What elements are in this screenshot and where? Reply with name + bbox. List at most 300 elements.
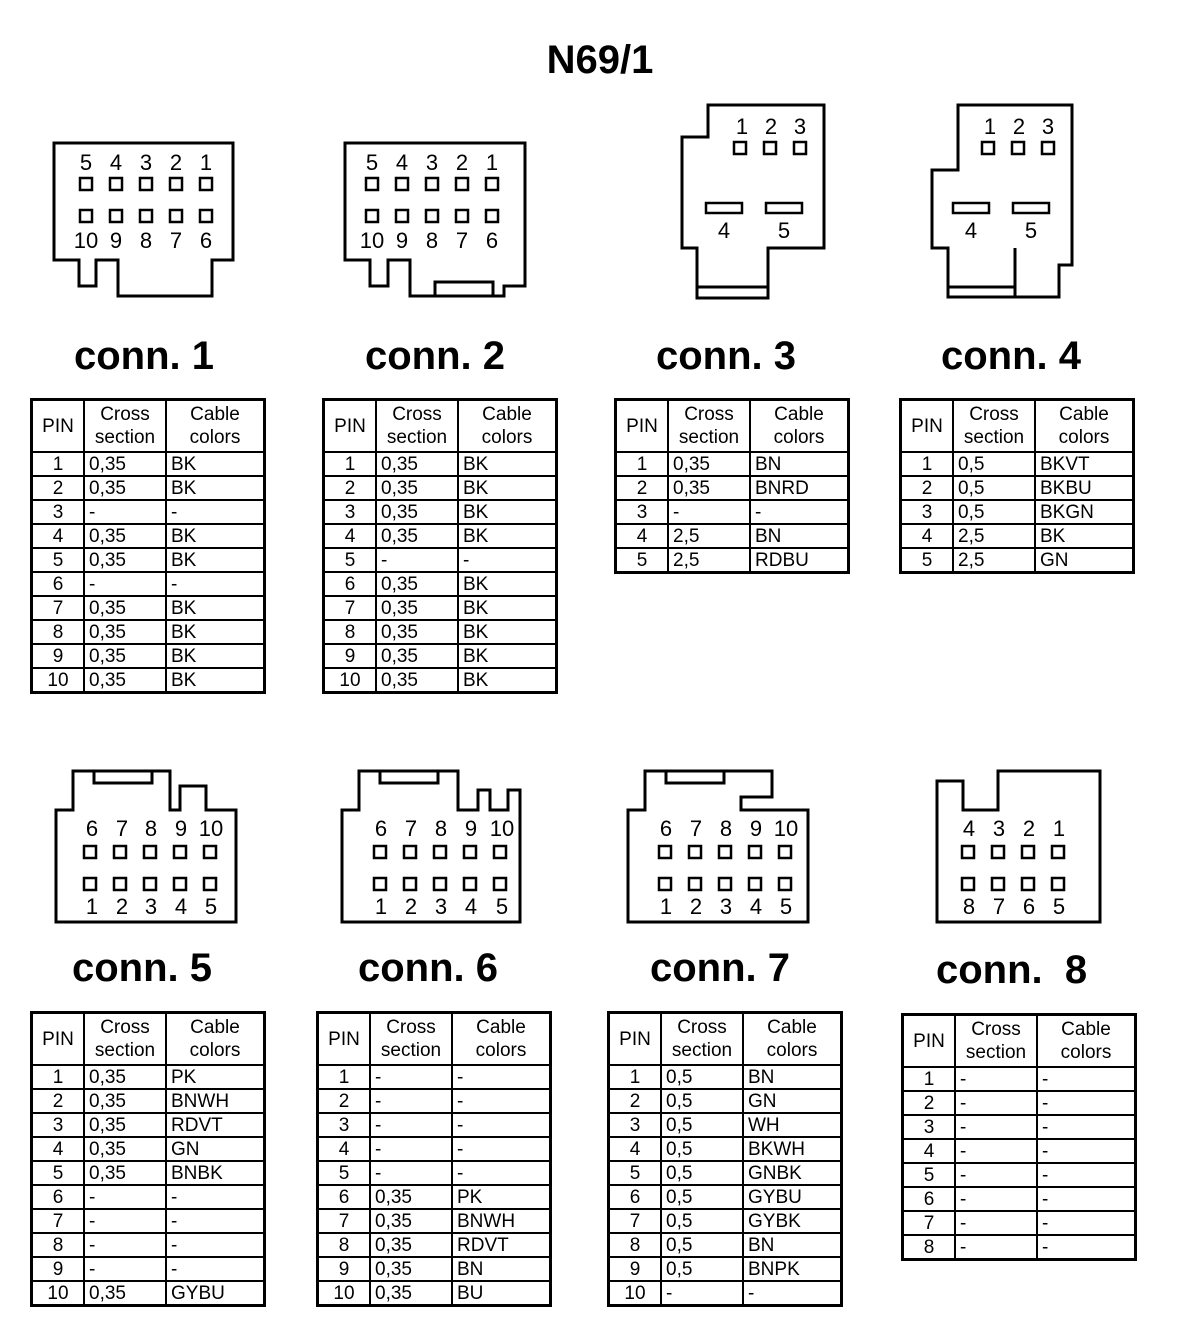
pin-label: 3 xyxy=(719,894,733,919)
cable-colors-header: Cable colors xyxy=(458,400,557,453)
pin-number: 5 xyxy=(32,548,85,572)
cross-section-value: 0,35 xyxy=(668,452,750,476)
pin-table xyxy=(30,398,266,694)
cable-color-value: BK xyxy=(458,644,557,668)
pin-label: 1 xyxy=(485,150,499,175)
table-row xyxy=(32,1137,265,1161)
cable-colors-header: Cable colors xyxy=(1037,1015,1136,1068)
pin-number: 1 xyxy=(903,1067,956,1091)
pin-label: 8 xyxy=(139,228,153,253)
pin-number: 3 xyxy=(901,500,954,524)
cable-color-value: GN xyxy=(1035,548,1134,573)
cross-section-value: - xyxy=(84,572,166,596)
cable-color-value: - xyxy=(1037,1187,1136,1211)
table-row xyxy=(609,1233,842,1257)
cross-section-value: 0,35 xyxy=(84,1089,166,1113)
cross-section-value: - xyxy=(955,1115,1037,1139)
pin-label: 9 xyxy=(395,228,409,253)
pin-number: 3 xyxy=(324,500,377,524)
table-row xyxy=(324,596,557,620)
cross-section-value: 0,35 xyxy=(84,1065,166,1089)
pin-number: 2 xyxy=(901,476,954,500)
table-row xyxy=(324,668,557,693)
cable-color-value: GYBK xyxy=(743,1209,842,1233)
cross-section-value: - xyxy=(370,1089,452,1113)
pin-label: 6 xyxy=(199,228,213,253)
page-title: N69/1 xyxy=(546,38,654,82)
pin-label: 9 xyxy=(749,816,763,841)
cross-section-value: - xyxy=(84,1185,166,1209)
pin-number: 2 xyxy=(609,1089,662,1113)
cable-color-value: BK xyxy=(166,620,265,644)
cross-section-value: 0,5 xyxy=(661,1209,743,1233)
cable-color-value: BKWH xyxy=(743,1137,842,1161)
pin-label: 1 xyxy=(374,894,388,919)
pin-label: 4 xyxy=(964,218,978,243)
pin-label: 7 xyxy=(455,228,469,253)
table-row xyxy=(609,1065,842,1089)
pin-number: 5 xyxy=(901,548,954,573)
cable-color-value: - xyxy=(452,1089,551,1113)
pin-table xyxy=(316,1011,552,1307)
pin-number: 9 xyxy=(32,1257,85,1281)
pin-header: PIN xyxy=(324,400,377,453)
connector-5-label: conn. 5 xyxy=(72,946,213,990)
cross-section-value: 0,35 xyxy=(376,476,458,500)
cable-colors-header: Cable colors xyxy=(452,1013,551,1066)
cable-color-value: WH xyxy=(743,1113,842,1137)
pin-number: 5 xyxy=(903,1163,956,1187)
pin-number: 2 xyxy=(324,476,377,500)
pin-table xyxy=(322,398,558,694)
pin-label: 10 xyxy=(773,816,799,841)
pin-header: PIN xyxy=(903,1015,956,1068)
cable-color-value: - xyxy=(166,1257,265,1281)
pin-number: 1 xyxy=(901,452,954,476)
pin-label: 4 xyxy=(717,218,731,243)
cross-section-value: 0,35 xyxy=(84,1113,166,1137)
pin-number: 10 xyxy=(32,1281,85,1306)
cable-color-value: PK xyxy=(166,1065,265,1089)
table-row xyxy=(32,572,265,596)
cable-colors-header: Cable colors xyxy=(166,400,265,453)
cross-section-value: 0,35 xyxy=(376,620,458,644)
pin-label: 2 xyxy=(1012,114,1026,139)
cross-section-header: Cross section xyxy=(84,1013,166,1066)
cable-color-value: BK xyxy=(166,548,265,572)
cross-section-value: - xyxy=(370,1137,452,1161)
cable-color-value: BU xyxy=(452,1281,551,1306)
pin-label: 7 xyxy=(992,894,1006,919)
cross-section-value: - xyxy=(376,548,458,572)
cable-color-value: RDVT xyxy=(166,1113,265,1137)
table-row xyxy=(609,1161,842,1185)
cross-section-value: 2,5 xyxy=(953,548,1035,573)
pin-label: 6 xyxy=(374,816,388,841)
pin-number: 5 xyxy=(318,1161,371,1185)
pin-number: 4 xyxy=(901,524,954,548)
pin-label: 1 xyxy=(85,894,99,919)
cross-section-value: 0,35 xyxy=(376,596,458,620)
pin-label: 7 xyxy=(404,816,418,841)
table-row xyxy=(318,1281,551,1306)
pin-label: 3 xyxy=(144,894,158,919)
pin-number: 10 xyxy=(609,1281,662,1306)
table-row xyxy=(616,500,849,524)
pin-label: 5 xyxy=(779,894,793,919)
pin-label: 3 xyxy=(434,894,448,919)
cable-color-value: BK xyxy=(458,620,557,644)
table-row xyxy=(32,452,265,476)
cable-color-value: BKGN xyxy=(1035,500,1134,524)
cable-color-value: BK xyxy=(458,596,557,620)
cable-color-value: GYBU xyxy=(166,1281,265,1306)
table-row xyxy=(32,1161,265,1185)
pin-number: 3 xyxy=(32,1113,85,1137)
pin-label: 9 xyxy=(109,228,123,253)
pin-number: 3 xyxy=(609,1113,662,1137)
cable-color-value: - xyxy=(1037,1091,1136,1115)
pin-number: 4 xyxy=(609,1137,662,1161)
table-row xyxy=(32,1257,265,1281)
pin-label: 9 xyxy=(464,816,478,841)
table-row xyxy=(318,1209,551,1233)
table-row xyxy=(324,644,557,668)
cross-section-value: 0,35 xyxy=(84,620,166,644)
pin-number: 8 xyxy=(324,620,377,644)
pin-label: 3 xyxy=(992,816,1006,841)
cable-color-value: - xyxy=(750,500,849,524)
pin-number: 6 xyxy=(32,572,85,596)
pin-label: 3 xyxy=(139,150,153,175)
cross-section-value: 0,35 xyxy=(84,476,166,500)
cross-section-value: - xyxy=(955,1067,1037,1091)
cross-section-header: Cross section xyxy=(376,400,458,453)
pin-number: 6 xyxy=(609,1185,662,1209)
cable-color-value: BNWH xyxy=(166,1089,265,1113)
cable-color-value: - xyxy=(1037,1115,1136,1139)
pin-table xyxy=(899,398,1135,574)
cross-section-value: 0,35 xyxy=(84,644,166,668)
table-row xyxy=(32,1209,265,1233)
pin-number: 1 xyxy=(32,1065,85,1089)
cross-section-value: 0,35 xyxy=(376,500,458,524)
table-row xyxy=(324,572,557,596)
cross-section-value: 0,35 xyxy=(668,476,750,500)
cable-color-value: - xyxy=(458,548,557,572)
table-row xyxy=(901,524,1134,548)
table-row xyxy=(616,452,849,476)
cross-section-value: - xyxy=(84,1209,166,1233)
table-row xyxy=(903,1187,1136,1211)
pin-number: 2 xyxy=(318,1089,371,1113)
cable-color-value: BN xyxy=(750,524,849,548)
pin-label: 8 xyxy=(144,816,158,841)
pin-header: PIN xyxy=(616,400,669,453)
cable-color-value: BK xyxy=(166,476,265,500)
cable-color-value: GN xyxy=(166,1137,265,1161)
cable-color-value: - xyxy=(1037,1067,1136,1091)
cross-section-value: 0,5 xyxy=(661,1113,743,1137)
pin-number: 6 xyxy=(903,1187,956,1211)
cross-section-value: - xyxy=(370,1065,452,1089)
cable-color-value: BK xyxy=(166,668,265,693)
connector-8-label: conn. 8 xyxy=(936,948,1088,992)
cross-section-value: - xyxy=(955,1235,1037,1260)
table-row xyxy=(616,524,849,548)
pin-label: 2 xyxy=(169,150,183,175)
cable-color-value: BK xyxy=(458,572,557,596)
pin-label: 3 xyxy=(793,114,807,139)
pin-number: 7 xyxy=(32,1209,85,1233)
pin-number: 3 xyxy=(318,1113,371,1137)
connector-6-label: conn. 6 xyxy=(358,946,499,990)
pin-label: 8 xyxy=(719,816,733,841)
pin-number: 7 xyxy=(903,1211,956,1235)
table-row xyxy=(32,620,265,644)
pin-label: 2 xyxy=(689,894,703,919)
pin-number: 1 xyxy=(318,1065,371,1089)
table-row xyxy=(324,500,557,524)
pin-label: 3 xyxy=(425,150,439,175)
table-row xyxy=(32,1185,265,1209)
pin-label: 6 xyxy=(1022,894,1036,919)
cross-section-value: - xyxy=(370,1113,452,1137)
cross-section-value: 0,35 xyxy=(376,524,458,548)
cable-color-value: - xyxy=(452,1113,551,1137)
cable-color-value: - xyxy=(452,1161,551,1185)
table-row xyxy=(609,1209,842,1233)
cross-section-value: - xyxy=(955,1163,1037,1187)
cross-section-value: 0,5 xyxy=(953,500,1035,524)
pin-table xyxy=(30,1011,266,1307)
table-row xyxy=(901,476,1134,500)
cross-section-header: Cross section xyxy=(668,400,750,453)
pin-label: 5 xyxy=(1024,218,1038,243)
pin-number: 4 xyxy=(32,524,85,548)
cable-color-value: BN xyxy=(743,1233,842,1257)
cable-color-value: BK xyxy=(166,524,265,548)
pin-header: PIN xyxy=(901,400,954,453)
table-row xyxy=(324,524,557,548)
cable-color-value: BK xyxy=(458,476,557,500)
table-row xyxy=(609,1185,842,1209)
table-row xyxy=(32,1089,265,1113)
cable-color-value: BKBU xyxy=(1035,476,1134,500)
pin-label: 4 xyxy=(174,894,188,919)
table-row xyxy=(318,1161,551,1185)
pin-label: 5 xyxy=(1052,894,1066,919)
cross-section-header: Cross section xyxy=(955,1015,1037,1068)
cross-section-value: 2,5 xyxy=(953,524,1035,548)
table-row xyxy=(318,1137,551,1161)
table-row xyxy=(324,548,557,572)
pin-number: 2 xyxy=(903,1091,956,1115)
pin-label: 9 xyxy=(174,816,188,841)
pin-label: 10 xyxy=(198,816,224,841)
cable-color-value: GYBU xyxy=(743,1185,842,1209)
cable-color-value: BK xyxy=(1035,524,1134,548)
connector-4-label: conn. 4 xyxy=(941,334,1082,378)
cross-section-value: - xyxy=(955,1187,1037,1211)
pin-label: 5 xyxy=(204,894,218,919)
cross-section-value: - xyxy=(661,1281,743,1306)
table-row xyxy=(903,1115,1136,1139)
cable-color-value: GNBK xyxy=(743,1161,842,1185)
table-row xyxy=(901,500,1134,524)
table-row xyxy=(609,1281,842,1306)
cable-color-value: RDVT xyxy=(452,1233,551,1257)
pin-label: 5 xyxy=(495,894,509,919)
table-row xyxy=(318,1113,551,1137)
pin-label: 1 xyxy=(659,894,673,919)
cross-section-value: - xyxy=(84,1233,166,1257)
cross-section-value: 0,5 xyxy=(661,1257,743,1281)
cross-section-value: 0,35 xyxy=(376,572,458,596)
cross-section-value: 0,35 xyxy=(376,644,458,668)
pin-number: 10 xyxy=(32,668,85,693)
cable-color-value: - xyxy=(1037,1163,1136,1187)
cross-section-value: - xyxy=(668,500,750,524)
table-row xyxy=(903,1235,1136,1260)
pin-number: 5 xyxy=(324,548,377,572)
table-row xyxy=(609,1137,842,1161)
pin-number: 8 xyxy=(609,1233,662,1257)
pin-number: 4 xyxy=(324,524,377,548)
table-row xyxy=(32,548,265,572)
cable-colors-header: Cable colors xyxy=(743,1013,842,1066)
pin-number: 8 xyxy=(318,1233,371,1257)
cable-color-value: BNRD xyxy=(750,476,849,500)
connector-2-label: conn. 2 xyxy=(365,334,506,378)
pin-number: 3 xyxy=(32,500,85,524)
pin-number: 9 xyxy=(318,1257,371,1281)
cross-section-value: 0,35 xyxy=(370,1257,452,1281)
table-row xyxy=(903,1163,1136,1187)
pin-label: 2 xyxy=(455,150,469,175)
pin-label: 7 xyxy=(115,816,129,841)
cable-color-value: BKVT xyxy=(1035,452,1134,476)
cable-color-value: - xyxy=(1037,1139,1136,1163)
table-row xyxy=(32,668,265,693)
cross-section-value: 0,35 xyxy=(84,1137,166,1161)
pin-header: PIN xyxy=(32,1013,85,1066)
cross-section-value: 0,5 xyxy=(661,1161,743,1185)
cross-section-value: 0,5 xyxy=(661,1185,743,1209)
table-row xyxy=(32,500,265,524)
cross-section-value: 0,35 xyxy=(84,1281,166,1306)
cable-color-value: BNPK xyxy=(743,1257,842,1281)
cable-color-value: PK xyxy=(452,1185,551,1209)
cross-section-value: 0,5 xyxy=(661,1233,743,1257)
pin-label: 2 xyxy=(404,894,418,919)
pin-header: PIN xyxy=(32,400,85,453)
pin-label: 4 xyxy=(109,150,123,175)
cross-section-value: 0,5 xyxy=(953,452,1035,476)
table-row xyxy=(32,644,265,668)
connector-3-label: conn. 3 xyxy=(656,334,797,378)
table-row xyxy=(324,620,557,644)
pin-label: 5 xyxy=(777,218,791,243)
pin-number: 4 xyxy=(903,1139,956,1163)
cross-section-value: 0,35 xyxy=(84,548,166,572)
pin-label: 1 xyxy=(1052,816,1066,841)
cable-colors-header: Cable colors xyxy=(166,1013,265,1066)
pin-label: 6 xyxy=(485,228,499,253)
pin-header: PIN xyxy=(318,1013,371,1066)
cable-color-value: BK xyxy=(166,596,265,620)
pin-number: 2 xyxy=(616,476,669,500)
pin-number: 10 xyxy=(324,668,377,693)
table-row xyxy=(901,548,1134,573)
pin-table xyxy=(607,1011,843,1307)
table-row xyxy=(609,1089,842,1113)
cross-section-value: - xyxy=(955,1091,1037,1115)
table-row xyxy=(32,1113,265,1137)
pin-number: 9 xyxy=(324,644,377,668)
pin-number: 8 xyxy=(32,620,85,644)
cable-color-value: BN xyxy=(452,1257,551,1281)
pin-number: 7 xyxy=(32,596,85,620)
cable-color-value: - xyxy=(1037,1211,1136,1235)
table-row xyxy=(32,1281,265,1306)
cross-section-value: 2,5 xyxy=(668,548,750,573)
cross-section-value: 0,5 xyxy=(661,1137,743,1161)
pin-label: 8 xyxy=(425,228,439,253)
pin-label: 2 xyxy=(764,114,778,139)
table-row xyxy=(903,1139,1136,1163)
cable-color-value: BK xyxy=(458,668,557,693)
pin-number: 6 xyxy=(324,572,377,596)
cross-section-value: 0,35 xyxy=(84,1161,166,1185)
table-row xyxy=(901,452,1134,476)
pin-label: 6 xyxy=(85,816,99,841)
cross-section-value: 0,35 xyxy=(84,452,166,476)
table-row xyxy=(609,1113,842,1137)
pin-number: 5 xyxy=(616,548,669,573)
pin-label: 6 xyxy=(659,816,673,841)
table-row xyxy=(32,596,265,620)
table-row xyxy=(318,1257,551,1281)
table-row xyxy=(903,1091,1136,1115)
cross-section-value: 0,35 xyxy=(84,524,166,548)
cross-section-value: 0,35 xyxy=(84,668,166,693)
cross-section-value: 0,35 xyxy=(370,1281,452,1306)
pin-label: 2 xyxy=(115,894,129,919)
pin-number: 7 xyxy=(318,1209,371,1233)
connector-7-label: conn. 7 xyxy=(650,946,791,990)
cross-section-value: - xyxy=(84,1257,166,1281)
cross-section-header: Cross section xyxy=(661,1013,743,1066)
pin-label: 8 xyxy=(962,894,976,919)
pin-label: 1 xyxy=(983,114,997,139)
pin-number: 1 xyxy=(609,1065,662,1089)
pin-label: 4 xyxy=(464,894,478,919)
cable-colors-header: Cable colors xyxy=(1035,400,1134,453)
table-row xyxy=(32,1065,265,1089)
pin-number: 4 xyxy=(318,1137,371,1161)
pin-table xyxy=(901,1013,1137,1261)
cross-section-value: 0,35 xyxy=(370,1209,452,1233)
pin-label: 7 xyxy=(169,228,183,253)
pin-number: 4 xyxy=(32,1137,85,1161)
pin-number: 1 xyxy=(616,452,669,476)
cross-section-value: - xyxy=(370,1161,452,1185)
pin-number: 7 xyxy=(324,596,377,620)
cable-color-value: - xyxy=(166,1233,265,1257)
pin-number: 1 xyxy=(32,452,85,476)
pin-number: 6 xyxy=(32,1185,85,1209)
